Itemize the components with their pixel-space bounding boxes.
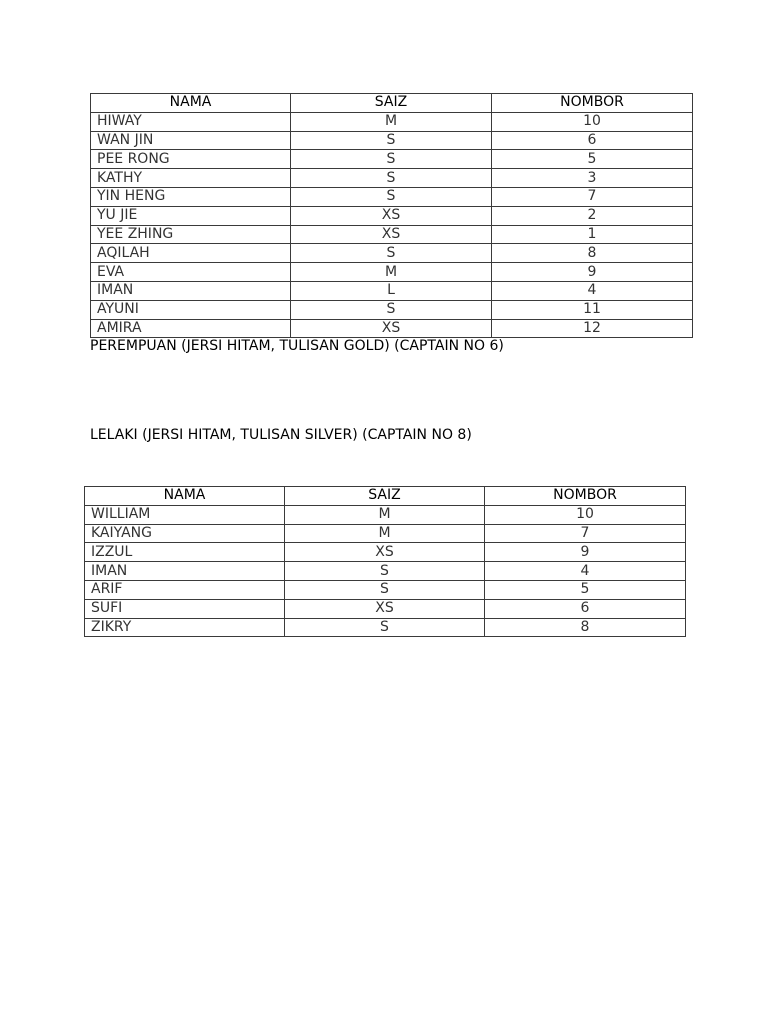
cell-nombor: 9 — [485, 543, 686, 562]
table-row — [91, 300, 693, 319]
cell-nama: ARIF — [85, 580, 285, 599]
cell-nombor: 8 — [492, 244, 693, 263]
column-header-saiz: SAIZ — [285, 487, 485, 506]
cell-saiz: M — [285, 505, 485, 524]
cell-nama: KAIYANG — [85, 524, 285, 543]
table-row — [91, 206, 693, 225]
table-row — [85, 599, 686, 618]
cell-nama: PEE RONG — [91, 150, 291, 169]
table-header-row — [91, 94, 693, 113]
cell-saiz: S — [291, 169, 492, 188]
cell-nombor: 4 — [485, 562, 686, 581]
table-row — [91, 112, 693, 131]
cell-nama: WILLIAM — [85, 505, 285, 524]
table-row — [91, 131, 693, 150]
cell-nama: ZIKRY — [85, 618, 285, 637]
cell-nama: AQILAH — [91, 244, 291, 263]
table-row — [91, 263, 693, 282]
cell-nama: IZZUL — [85, 543, 285, 562]
cell-nombor: 5 — [485, 580, 686, 599]
table-lelaki — [84, 486, 686, 637]
cell-saiz: XS — [291, 319, 492, 338]
cell-nombor: 7 — [485, 524, 686, 543]
table-row — [85, 618, 686, 637]
cell-nombor: 11 — [492, 300, 693, 319]
cell-saiz: XS — [291, 225, 492, 244]
table-row — [85, 505, 686, 524]
cell-saiz: XS — [285, 599, 485, 618]
column-header-nama: NAMA — [91, 94, 291, 113]
table-row — [91, 281, 693, 300]
cell-nama: SUFI — [85, 599, 285, 618]
cell-nama: YIN HENG — [91, 187, 291, 206]
cell-nombor: 1 — [492, 225, 693, 244]
cell-nombor: 6 — [492, 131, 693, 150]
cell-saiz: S — [291, 187, 492, 206]
heading-lelaki: LELAKI (JERSI HITAM, TULISAN SILVER) (CAPTAIN NO 8) — [90, 427, 472, 443]
cell-nama: EVA — [91, 263, 291, 282]
table-row — [85, 524, 686, 543]
column-header-saiz: SAIZ — [291, 94, 492, 113]
cell-nombor: 4 — [492, 281, 693, 300]
cell-saiz: S — [285, 618, 485, 637]
cell-saiz: S — [291, 300, 492, 319]
cell-nombor: 8 — [485, 618, 686, 637]
table-row — [91, 150, 693, 169]
table-row — [91, 319, 693, 338]
cell-nama: AYUNI — [91, 300, 291, 319]
table-row — [91, 244, 693, 263]
cell-nama: YEE ZHING — [91, 225, 291, 244]
cell-nama: HIWAY — [91, 112, 291, 131]
cell-saiz: S — [285, 562, 485, 581]
cell-saiz: S — [285, 580, 485, 599]
table-header-row — [85, 487, 686, 506]
cell-nombor: 5 — [492, 150, 693, 169]
table-row — [85, 543, 686, 562]
cell-nombor: 10 — [492, 112, 693, 131]
cell-nombor: 2 — [492, 206, 693, 225]
table-row — [85, 562, 686, 581]
cell-saiz: S — [291, 150, 492, 169]
cell-nombor: 12 — [492, 319, 693, 338]
cell-nombor: 9 — [492, 263, 693, 282]
cell-nombor: 10 — [485, 505, 686, 524]
table-row — [85, 580, 686, 599]
cell-nama: KATHY — [91, 169, 291, 188]
cell-nombor: 7 — [492, 187, 693, 206]
table-row — [91, 187, 693, 206]
cell-saiz: M — [291, 263, 492, 282]
table-perempuan — [90, 93, 693, 338]
heading-perempuan: PEREMPUAN (JERSI HITAM, TULISAN GOLD) (CAPTAIN NO 6) — [90, 338, 504, 354]
cell-nama: YU JIE — [91, 206, 291, 225]
cell-saiz: S — [291, 244, 492, 263]
cell-saiz: L — [291, 281, 492, 300]
cell-saiz: M — [291, 112, 492, 131]
cell-nama: IMAN — [91, 281, 291, 300]
cell-saiz: XS — [285, 543, 485, 562]
cell-nama: WAN JIN — [91, 131, 291, 150]
cell-nama: AMIRA — [91, 319, 291, 338]
column-header-nombor: NOMBOR — [485, 487, 686, 506]
column-header-nama: NAMA — [85, 487, 285, 506]
column-header-nombor: NOMBOR — [492, 94, 693, 113]
cell-saiz: M — [285, 524, 485, 543]
cell-saiz: S — [291, 131, 492, 150]
cell-nama: IMAN — [85, 562, 285, 581]
table-row — [91, 225, 693, 244]
cell-nombor: 6 — [485, 599, 686, 618]
table-row — [91, 169, 693, 188]
cell-nombor: 3 — [492, 169, 693, 188]
cell-saiz: XS — [291, 206, 492, 225]
